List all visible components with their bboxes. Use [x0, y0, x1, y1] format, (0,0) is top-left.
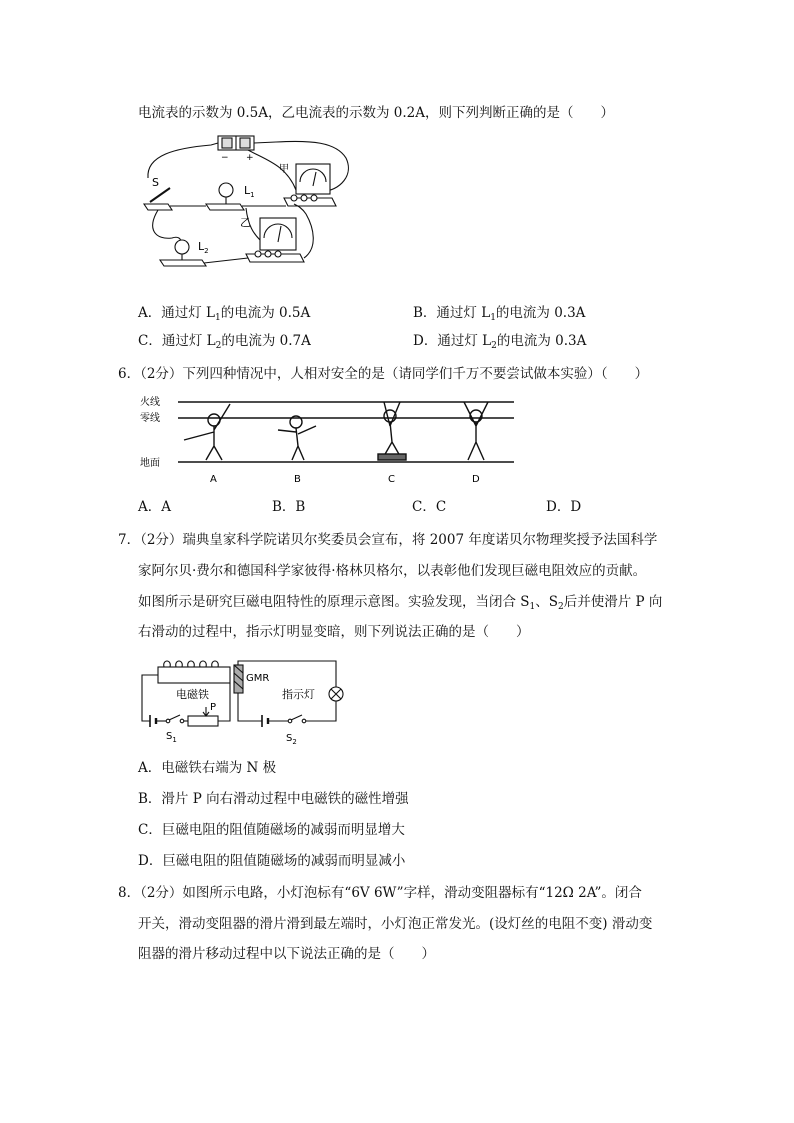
person-c-label: C [388, 474, 395, 485]
q6-option-b[interactable]: B．B [272, 499, 306, 515]
ammeter-jia-label: 甲 [279, 164, 289, 175]
q5-stem-tail: 电流表的示数为 0.5A，乙电流表的示数为 0.2A，则下列判断正确的是（ ） [138, 105, 615, 121]
q6-option-c[interactable]: C．C [412, 499, 447, 515]
q5-option-c[interactable]: C．通过灯 $L_2$的电流为 0.7A [138, 333, 311, 351]
lamp-l1-label: $L_1$ [244, 184, 255, 199]
q7-line-1: 7．（2分）瑞典皇家科学院诺贝尔奖委员会宣布，将 2007 年度诺贝尔物理奖授予法国科学 [118, 532, 658, 548]
fire-wire-label: 火线 [140, 397, 160, 408]
slider-p-label: P [210, 702, 217, 713]
ammeter-yi-label: 乙 [240, 216, 251, 229]
switch-s1-label: $S_1$ [166, 731, 177, 744]
q6-option-a[interactable]: A．A [138, 499, 171, 515]
q8-line-2: 开关，滑动变阻器的滑片滑到最左端时，小灯泡正常发光。(设灯丝的电阻不变) 滑动变 [138, 916, 653, 932]
zero-wire-label: 零线 [140, 413, 160, 424]
q8-line-1: 8．（2分）如图所示电路，小灯泡标有“6V 6W”字样，滑动变阻器标有“12Ω 2A”。闭合 [118, 885, 642, 901]
q8-line-3: 阻器的滑片移动过程中以下说法正确的是（ ） [138, 946, 435, 962]
q7-line-4: 右滑动的过程中，指示灯明显变暗，则下列说法正确的是（ ） [138, 624, 530, 640]
q7-gmr-figure [136, 657, 346, 745]
gmr-label: GMR [246, 673, 270, 684]
battery-plus-label: + [246, 153, 254, 163]
q7-option-a[interactable]: A．电磁铁右端为 N 极 [138, 760, 277, 776]
switch-s2-label: $S_2$ [286, 733, 297, 745]
q7-line-3: 如图所示是研究巨磁电阻特性的原理示意图。实验发现，当闭合 $S_1$、$S_2$后并使滑片 P 向 [138, 594, 663, 612]
q5-option-a[interactable]: A．通过灯 $L_1$的电流为 0.5A [138, 305, 311, 323]
q6-option-d[interactable]: D．D [546, 499, 582, 515]
indicator-lamp-label: 指示灯 [282, 688, 315, 701]
person-b-label: B [294, 474, 301, 485]
battery-minus-label: − [221, 153, 229, 163]
q7-option-b[interactable]: B．滑片 P 向右滑动过程中电磁铁的磁性增强 [138, 791, 409, 807]
q5-option-d[interactable]: D．通过灯 $L_2$的电流为 0.3A [413, 333, 587, 351]
person-d-label: D [472, 474, 480, 485]
q6-stem: 6．（2分）下列四种情况中，人相对安全的是（请同学们千万不要尝试做本实验）（ ） [118, 366, 649, 382]
q5-circuit-figure [136, 130, 358, 278]
lamp-l2-label: $L_2$ [198, 240, 209, 255]
switch-s-label: S [152, 176, 159, 189]
electromagnet-label: 电磁铁 [176, 688, 209, 701]
ground-label: 地面 [140, 458, 160, 469]
q6-safety-figure [138, 390, 518, 490]
q7-option-c[interactable]: C．巨磁电阻的阻值随磁场的减弱而明显增大 [138, 822, 405, 838]
q7-option-d[interactable]: D．巨磁电阻的阻值随磁场的减弱而明显减小 [138, 853, 406, 869]
q7-line-2: 家阿尔贝·费尔和德国科学家彼得·格林贝格尔，以表彰他们发现巨磁电阻效应的贡献。 [138, 563, 647, 579]
q5-option-b[interactable]: B．通过灯 $L_1$的电流为 0.3A [413, 305, 586, 323]
person-a-label: A [210, 474, 217, 485]
